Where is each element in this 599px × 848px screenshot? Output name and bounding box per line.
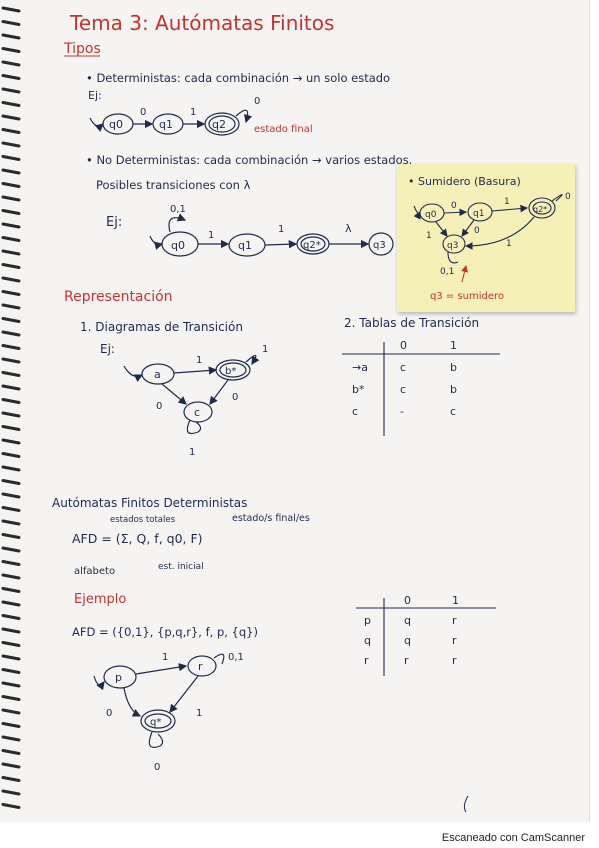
- postit-q2: q2*: [533, 205, 548, 214]
- det-lbl-loop: 0: [254, 96, 261, 107]
- table-cell: q: [364, 634, 371, 647]
- table-header-cell: 0: [404, 594, 411, 607]
- table-cell: r: [364, 654, 369, 667]
- table-cell: r: [404, 654, 409, 667]
- diag-a: a: [154, 368, 161, 381]
- diag-e-ab: 1: [196, 355, 203, 366]
- diagramas-ej: Ej:: [100, 342, 115, 356]
- afd-e-qloop: 0: [154, 762, 161, 773]
- postit-l0loop: 0: [565, 192, 571, 202]
- postit-title: • Sumidero (Basura): [408, 175, 521, 188]
- afd-p: p: [115, 671, 122, 684]
- diag-e-bloop: 1: [262, 344, 269, 355]
- afd-r: r: [198, 660, 203, 673]
- table-cell: p: [364, 614, 371, 627]
- afd-note-inicial: est. inicial: [158, 562, 204, 572]
- table-cell: r: [452, 634, 457, 647]
- nodet-ej: Ej:: [106, 215, 123, 230]
- postit-l0a: 0: [451, 201, 457, 211]
- nodet-loop: 0,1: [170, 204, 186, 215]
- postit-l1a: 1: [504, 197, 510, 207]
- postit-l1b: 1: [426, 231, 432, 241]
- table-cell: q: [404, 614, 411, 627]
- postit-q1: q1: [473, 209, 485, 219]
- afd-note-top1: estados totales: [110, 515, 176, 525]
- afd-note-top2: estado/s final/es: [232, 513, 310, 524]
- nodet-line2: Posibles transiciones con λ: [96, 178, 251, 192]
- table-cell: b: [450, 361, 457, 374]
- nodet-q1: q1: [238, 239, 252, 252]
- tablas-heading: 2. Tablas de Transición: [344, 316, 480, 330]
- table-cell: r: [452, 614, 457, 627]
- afd-e-pq: 0: [106, 708, 113, 719]
- table-cell: c: [400, 361, 407, 374]
- table-header-cell: 1: [452, 594, 459, 607]
- table-cell: q: [404, 634, 411, 647]
- postit-loop: 0,1: [440, 267, 455, 277]
- diagramas-heading: 1. Diagramas de Transición: [80, 320, 243, 334]
- nodet-q0: q0: [171, 239, 185, 252]
- tipos-heading: Tipos: [64, 41, 101, 57]
- nodet-e3: λ: [345, 222, 352, 235]
- afd-example: AFD = ({0,1}, {p,q,r}, f, p, {q}): [72, 625, 258, 639]
- afd-q: q*: [150, 717, 162, 728]
- representacion-heading: Representación: [64, 289, 173, 305]
- table-cell: -: [400, 405, 404, 418]
- det-lbl1: 1: [190, 107, 197, 118]
- det-lbl0: 0: [140, 107, 147, 118]
- det-q0: q0: [109, 118, 123, 131]
- page-title: Tema 3: Autómatas Finitos: [70, 11, 335, 35]
- postit-note: q3 = sumidero: [430, 291, 505, 302]
- table-header-cell: 0: [400, 339, 407, 352]
- table-cell: r: [452, 654, 457, 667]
- afd-note-alfabeto: alfabeto: [74, 566, 116, 577]
- diag-c: c: [194, 406, 201, 419]
- afd-e-qr: 1: [196, 708, 203, 719]
- det-line: • Deterministas: cada combinación → un solo estado: [86, 71, 391, 85]
- table-cell: c: [450, 405, 457, 418]
- det-q2: q2: [212, 118, 226, 131]
- afd-e-rloop: 0,1: [228, 652, 244, 663]
- diag-e-bc: 0: [232, 392, 239, 403]
- afd-heading: Autómatas Finitos Deterministas: [52, 496, 248, 510]
- postit-l0b: 0: [474, 226, 480, 236]
- afd-e-pr: 1: [162, 652, 169, 663]
- table-cell: →a: [352, 361, 368, 374]
- diag-e-ac: 0: [156, 401, 163, 412]
- scanner-watermark: Escaneado con CamScanner: [441, 832, 585, 844]
- table-cell: c: [400, 383, 407, 396]
- postit-q0: q0: [425, 210, 437, 220]
- table-cell: b: [450, 383, 457, 396]
- postit-q3: q3: [447, 241, 459, 251]
- transition-table-1: [342, 342, 500, 436]
- table-cell: c: [352, 405, 359, 418]
- table-cell: b*: [352, 383, 365, 396]
- nodet-e2: 1: [278, 224, 285, 235]
- nodet-q2: q2*: [303, 240, 321, 251]
- diag-e-cloop: 1: [189, 447, 196, 458]
- diag-b: b*: [225, 366, 237, 377]
- nodet-line: • No Deterministas: cada combinación → varios estados.: [86, 153, 413, 167]
- afd-formula: AFD = (Σ, Q, f, q0, F): [72, 531, 203, 546]
- det-ej: Ej:: [88, 89, 102, 102]
- nodet-e1: 1: [208, 230, 215, 241]
- det-final-note: estado final: [254, 124, 313, 135]
- table-header-cell: 1: [450, 339, 457, 352]
- transition-table-2: [356, 598, 496, 676]
- det-q1: q1: [159, 118, 173, 131]
- nodet-q3: q3: [373, 240, 386, 251]
- postit-l1c: 1: [506, 239, 512, 249]
- ejemplo-heading: Ejemplo: [74, 592, 127, 607]
